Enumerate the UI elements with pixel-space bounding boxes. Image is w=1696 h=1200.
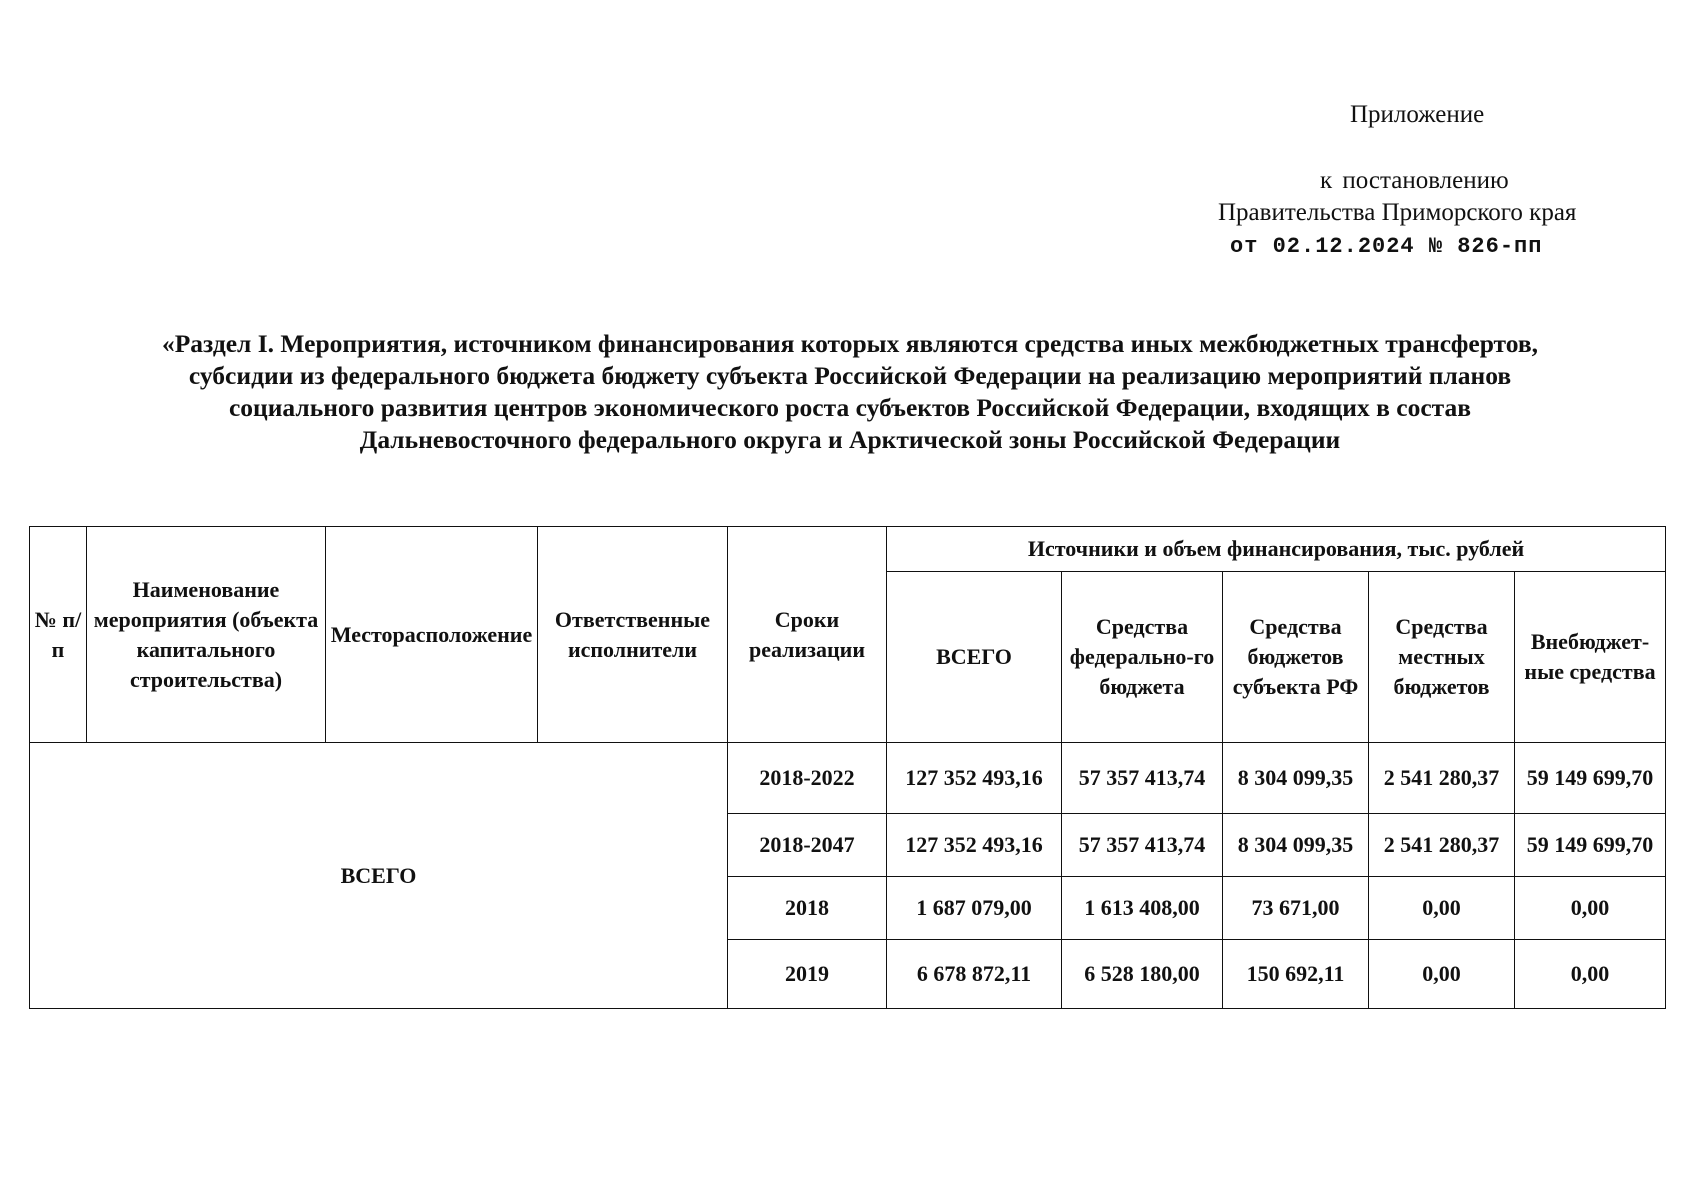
col-header-location: Месторасположение [326, 527, 538, 743]
regional-cell: 8 304 099,35 [1223, 743, 1369, 814]
section-title-line: Дальневосточного федерального округа и Арктической зоны Российской Федерации [359, 425, 1341, 454]
local-cell: 0,00 [1369, 877, 1515, 940]
local-cell: 0,00 [1369, 940, 1515, 1009]
total-label-cell: ВСЕГО [30, 743, 728, 1009]
local-cell: 2 541 280,37 [1369, 814, 1515, 877]
regional-cell: 8 304 099,35 [1223, 814, 1369, 877]
total-cell: 6 678 872,11 [887, 940, 1062, 1009]
total-cell: 127 352 493,16 [887, 814, 1062, 877]
regional-cell: 150 692,11 [1223, 940, 1369, 1009]
col-header-responsible: Ответственные исполнители [538, 527, 728, 743]
section-title-line: социального развития центров экономического роста субъектов Российской Федерации, входящих в состав [228, 393, 1471, 422]
col-header-sources-group: Источники и объем финансирования, тыс. рублей [887, 527, 1666, 572]
decree-date-number: от 02.12.2024 № 826-пп [1230, 234, 1543, 259]
section-title-line: субсидии из федерального бюджета бюджету субъекта Российской Федерации на реализацию мероприятий планов [188, 361, 1512, 390]
extra-cell: 59 149 699,70 [1515, 743, 1666, 814]
financing-table [29, 526, 1666, 1009]
section-title-line: «Раздел I. Мероприятия, источником финансирования которых являются средства иных межбюджетных трансфертов, [161, 329, 1539, 358]
appendix-title: Приложение [1350, 101, 1485, 128]
col-header-regional: Средства бюджетов субъекта РФ [1223, 572, 1369, 743]
local-cell: 2 541 280,37 [1369, 743, 1515, 814]
decree-reference: к постановлению [1320, 167, 1509, 194]
period-cell: 2019 [728, 940, 887, 1009]
section-title [40, 328, 1660, 456]
federal-cell: 6 528 180,00 [1062, 940, 1223, 1009]
extra-cell: 59 149 699,70 [1515, 814, 1666, 877]
col-header-name: Наименование мероприятия (объекта капитального строительства) [87, 527, 326, 743]
col-header-total: ВСЕГО [887, 572, 1062, 743]
extra-cell: 0,00 [1515, 877, 1666, 940]
regional-cell: 73 671,00 [1223, 877, 1369, 940]
period-cell: 2018 [728, 877, 887, 940]
period-cell: 2018-2047 [728, 814, 887, 877]
col-header-num: № п/п [30, 527, 87, 743]
col-header-local: Средства местных бюджетов [1369, 572, 1515, 743]
extra-cell: 0,00 [1515, 940, 1666, 1009]
federal-cell: 57 357 413,74 [1062, 814, 1223, 877]
col-header-federal: Средства федерально-го бюджета [1062, 572, 1223, 743]
federal-cell: 57 357 413,74 [1062, 743, 1223, 814]
total-cell: 1 687 079,00 [887, 877, 1062, 940]
total-cell: 127 352 493,16 [887, 743, 1062, 814]
period-cell: 2018-2022 [728, 743, 887, 814]
col-header-period: Сроки реализации [728, 527, 887, 743]
table-row [30, 743, 1666, 814]
federal-cell: 1 613 408,00 [1062, 877, 1223, 940]
col-header-extra: Внебюджет-ные средства [1515, 572, 1666, 743]
decree-issuer: Правительства Приморского края [1218, 199, 1577, 226]
